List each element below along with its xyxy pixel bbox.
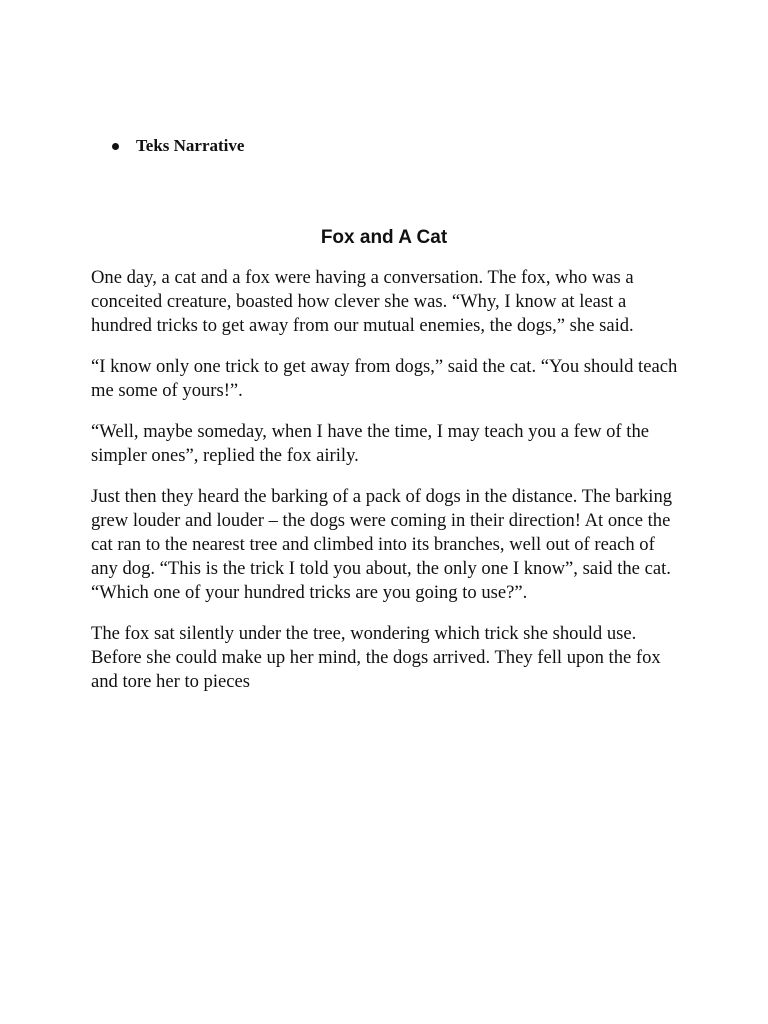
story-paragraph: One day, a cat and a fox were having a conversation. The fox, who was a conceited creature, boasted how clever she was. “Why, I know at least a hundred tricks to get away from our mutual enemies, the dogs,” she said. bbox=[91, 267, 634, 336]
bullet-dot-icon bbox=[112, 143, 119, 150]
bullet-list-item bbox=[112, 136, 244, 156]
story-paragraph: Just then they heard the barking of a pack of dogs in the distance. The barking grew louder and louder – the dogs were coming in their direction! At once the cat ran to the nearest tree and climbed into its branches, well out of reach of any dog. “This is the trick I told you about, the only one I know”, said the cat. “Which one of your hundred tricks are you going to use?”. bbox=[91, 486, 673, 603]
story-paragraph: The fox sat silently under the tree, wondering which trick she should use. Before she could make up her mind, the dogs arrived. They fell upon the fox and tore her to pieces bbox=[91, 623, 661, 692]
bullet-heading: Teks Narrative bbox=[136, 136, 245, 155]
story-paragraph: “Well, maybe someday, when I have the time, I may teach you a few of the simpler ones”, replied the fox airily. bbox=[91, 421, 649, 466]
story-paragraph: “I know only one trick to get away from dogs,” said the cat. “You should teach me some of yours!”. bbox=[91, 356, 678, 401]
story-body bbox=[91, 266, 679, 711]
story-title: Fox and A Cat bbox=[320, 227, 448, 248]
